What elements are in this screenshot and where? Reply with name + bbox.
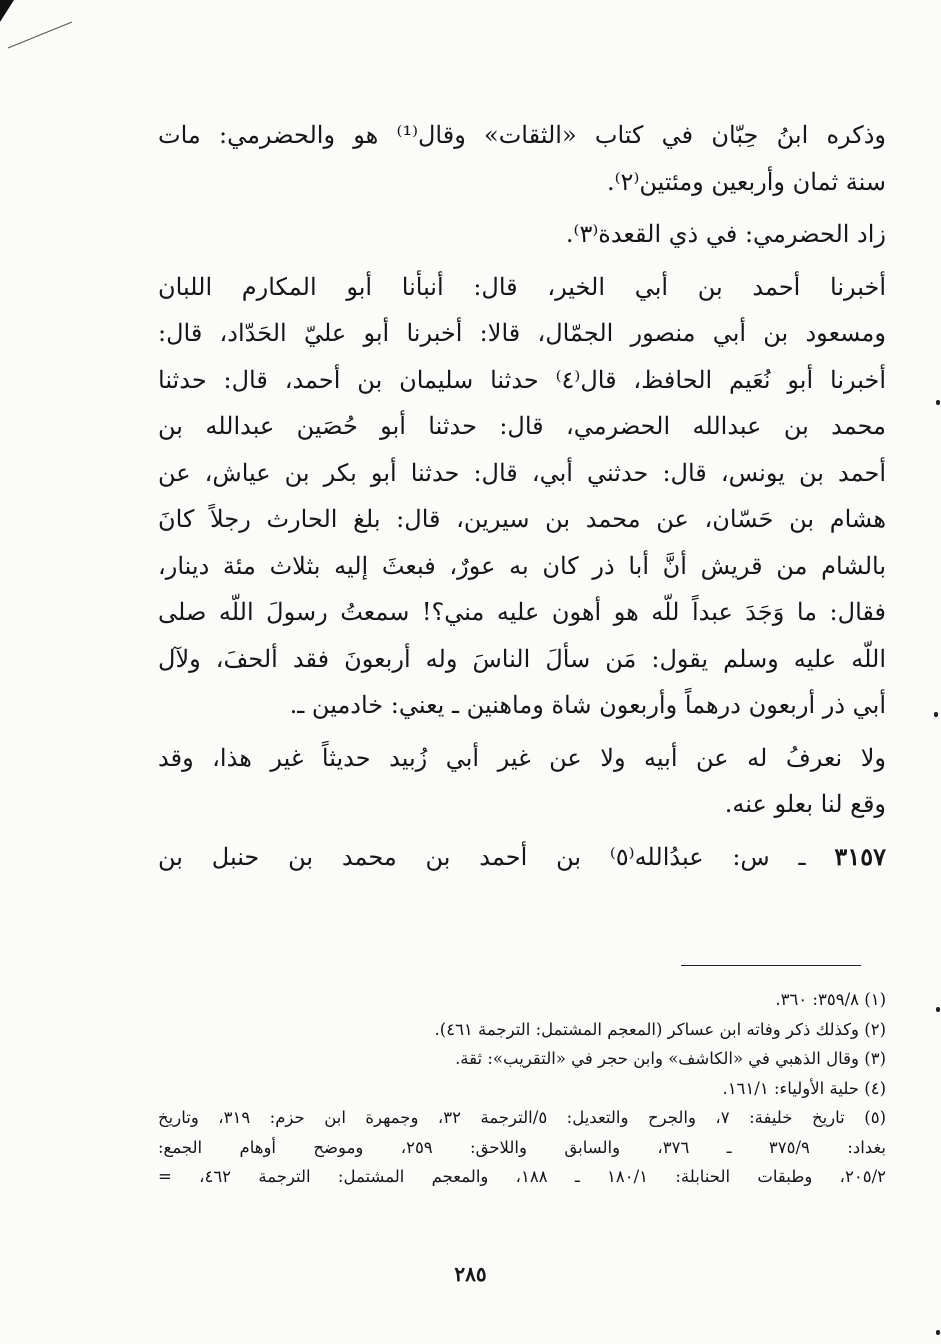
edge-mark <box>936 1007 940 1012</box>
footnotes <box>158 985 886 1192</box>
text-line: بالشام من قريش أنَّ أبا ذر كان به عورٌ، فبعثَ إليه بثلاث مئة دينار، <box>158 551 886 580</box>
text-line: هشام بن حَسّان، عن محمد بن سيرين، قال: بلغ الحارث رجلاً كانَ <box>158 505 886 533</box>
corner-crop-mark <box>0 0 80 55</box>
text-line: زاد الحضرمي: في ذي القعدة⁽٣⁾. <box>565 220 886 248</box>
text-line: أخبرنا أبو نُعَيم الحافظ، قال⁽٤⁾ حدثنا سليمان بن أحمد، قال: حدثنا <box>158 365 886 394</box>
text-line: سنة ثمان وأربعين ومئتين⁽٢⁾. <box>607 167 886 196</box>
edge-mark <box>936 1330 940 1335</box>
text-line: ولا نعرفُ له عن أبيه ولا عن غير أبي زُبيد حديثاً غير هذا، وقد <box>158 743 886 772</box>
edge-mark <box>934 712 938 717</box>
footnote-separator <box>681 965 861 966</box>
footnote: (١) ٣٥٩/٨: ٣٦٠. <box>775 990 886 1009</box>
text-line: أحمد بن يونس، قال: حدثني أبي، قال: حدثنا أبو بكر بن عياش، عن <box>158 458 886 487</box>
main-text <box>158 112 886 880</box>
entry-line <box>158 834 886 881</box>
footnote: (٣) وقال الذهبي في «الكاشف» وابن حجر في «التقريب»: ثقة. <box>455 1049 886 1068</box>
text-line: اللّه عليه وسلم يقول: مَن سألَ الناسَ وله أربعونَ فقد ألحفَ، ولآل <box>158 644 886 673</box>
footnote: (٥) تاريخ خليفة: ٧، والجرح والتعديل: ٥/الترجمة ٣٢، وجمهرة ابن حزم: ٣١٩، وتاريخ <box>158 1108 886 1127</box>
footnote-continuation: ٢٠٥/٢، وطبقات الحنابلة: ١٨٠/١ ـ ١٨٨، والمعجم المشتمل: الترجمة ٤٦٢، = <box>158 1167 886 1186</box>
entry-text: ـ س: عبدُالله⁽٥⁾ بن أحمد بن محمد بن حنبل بن <box>158 842 806 871</box>
paragraph-death-date <box>158 112 886 205</box>
text-line: ومسعود بن أبي منصور الجمّال، قالا: أخبرنا أبو عليّ الحَدّاد، قال: <box>158 319 886 347</box>
text-line: أخبرنا أحمد بن أبي الخير، قال: أنبأنا أبو المكارم اللبان <box>158 272 887 301</box>
paragraph-note <box>158 735 886 828</box>
text-line: محمد بن عبدالله الحضرمي، قال: حدثنا أبو حُصَين عبدالله بن <box>158 412 886 440</box>
footnote: (٢) وكذلك ذكر وفاته ابن عساكر (المعجم المشتمل: الترجمة ٤٦١). <box>434 1019 886 1039</box>
entry-heading <box>158 834 886 881</box>
footnote: (٤) حلية الأولياء: ١٦١/١. <box>722 1078 886 1098</box>
entry-number: ٣١٥٧ <box>834 841 886 871</box>
paragraph-addition <box>158 211 886 258</box>
footnote-continuation: بغداد: ٣٧٥/٩ ـ ٣٧٦، والسابق واللاحق: ٢٥٩، وموضح أوهام الجمع: <box>158 1137 886 1157</box>
page-number: ٢٨٥ <box>454 1262 487 1286</box>
edge-mark <box>936 400 940 405</box>
text-line: وذكره ابنُ حِبّان في كتاب «الثقات» وقال⁽¹⁾ هو والحضرمي: مات <box>158 121 886 149</box>
text-line: وقع لنا بعلو عنه. <box>724 790 886 818</box>
text-line: أبي ذر أربعون درهماً وأربعون شاة وماهنين ـ يعني: خادمين ـ. <box>289 691 886 719</box>
paragraph-hadith <box>158 264 886 729</box>
text-line: فقال: ما وَجَدَ عبداً للّه هو أهون عليه مني؟! سمعتُ رسولَ اللّه صلى <box>158 598 886 626</box>
